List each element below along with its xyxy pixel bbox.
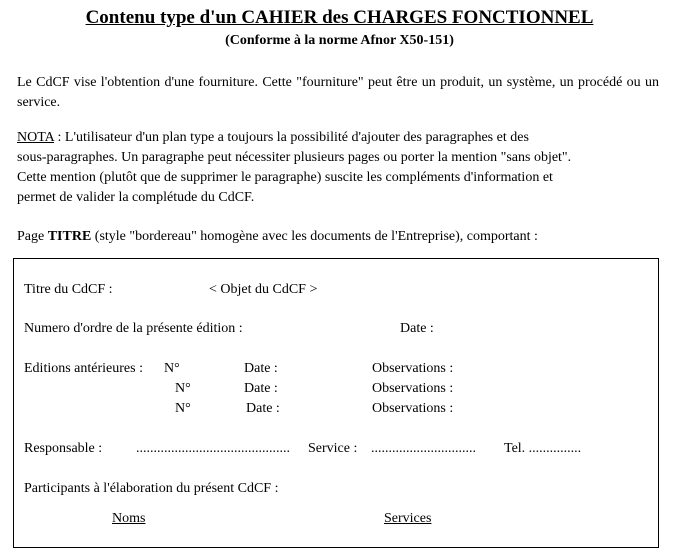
title-page-box	[13, 258, 659, 548]
responsable-dots: ............................................	[136, 441, 290, 456]
participants-label: Participants à l'élaboration du présent CdCF :	[24, 481, 279, 496]
nota-text-3: Cette mention (plutôt que de supprimer le paragraphe) suscite les compléments d'information et	[17, 170, 553, 185]
edition-2-date: Date :	[244, 381, 278, 396]
nota-line-1	[17, 128, 571, 148]
nota-text-2: sous-paragraphes. Un paragraphe peut nécessiter plusieurs pages ou porter la mention "sans objet".	[17, 150, 572, 165]
edition-1-date: Date :	[244, 361, 278, 376]
edition-1-number: N°	[164, 361, 180, 376]
tel-label: Tel. ...............	[504, 441, 582, 456]
nota-block	[17, 128, 571, 208]
document-title: Contenu type d'un CAHIER des CHARGES FONCTIONNEL	[85, 7, 594, 28]
titre-value: < Objet du CdCF >	[209, 282, 318, 297]
responsable-label: Responsable :	[24, 441, 103, 456]
page-titre-prefix: Page	[17, 229, 48, 244]
service-label: Service :	[308, 441, 358, 456]
editions-label: Editions antérieures :	[24, 361, 143, 376]
numero-date-label: Date :	[400, 321, 434, 336]
nota-text-1: L'utilisateur d'un plan type a toujours la possibilité d'ajouter des paragraphes et des	[64, 130, 529, 145]
service-dots: ..............................	[371, 441, 476, 456]
intro-paragraph: Le CdCF vise l'obtention d'une fourniture. Cette "fourniture" peut être un produit, un système, un procédé ou un service.	[17, 75, 659, 110]
edition-3-date: Date :	[246, 401, 280, 416]
page-titre-line	[17, 229, 538, 245]
titre-label: Titre du CdCF :	[24, 282, 113, 297]
edition-1-observations: Observations :	[372, 361, 454, 376]
document-subtitle: (Conforme à la norme Afnor X50-151)	[225, 33, 454, 48]
column-header-services: Services	[384, 511, 432, 526]
numero-label: Numero d'ordre de la présente édition :	[24, 321, 243, 336]
nota-label: NOTA	[17, 130, 54, 145]
column-header-noms: Noms	[112, 511, 146, 526]
edition-3-number: N°	[175, 401, 191, 416]
nota-text-4: permet de valider la complétude du CdCF.	[17, 190, 255, 205]
edition-3-observations: Observations :	[372, 401, 454, 416]
nota-separator: :	[54, 130, 65, 145]
page-titre-suffix: (style "bordereau" homogène avec les documents de l'Entreprise), comportant :	[91, 229, 538, 244]
edition-2-number: N°	[175, 381, 191, 396]
page-titre-bold: TITRE	[47, 229, 92, 244]
edition-2-observations: Observations :	[372, 381, 454, 396]
